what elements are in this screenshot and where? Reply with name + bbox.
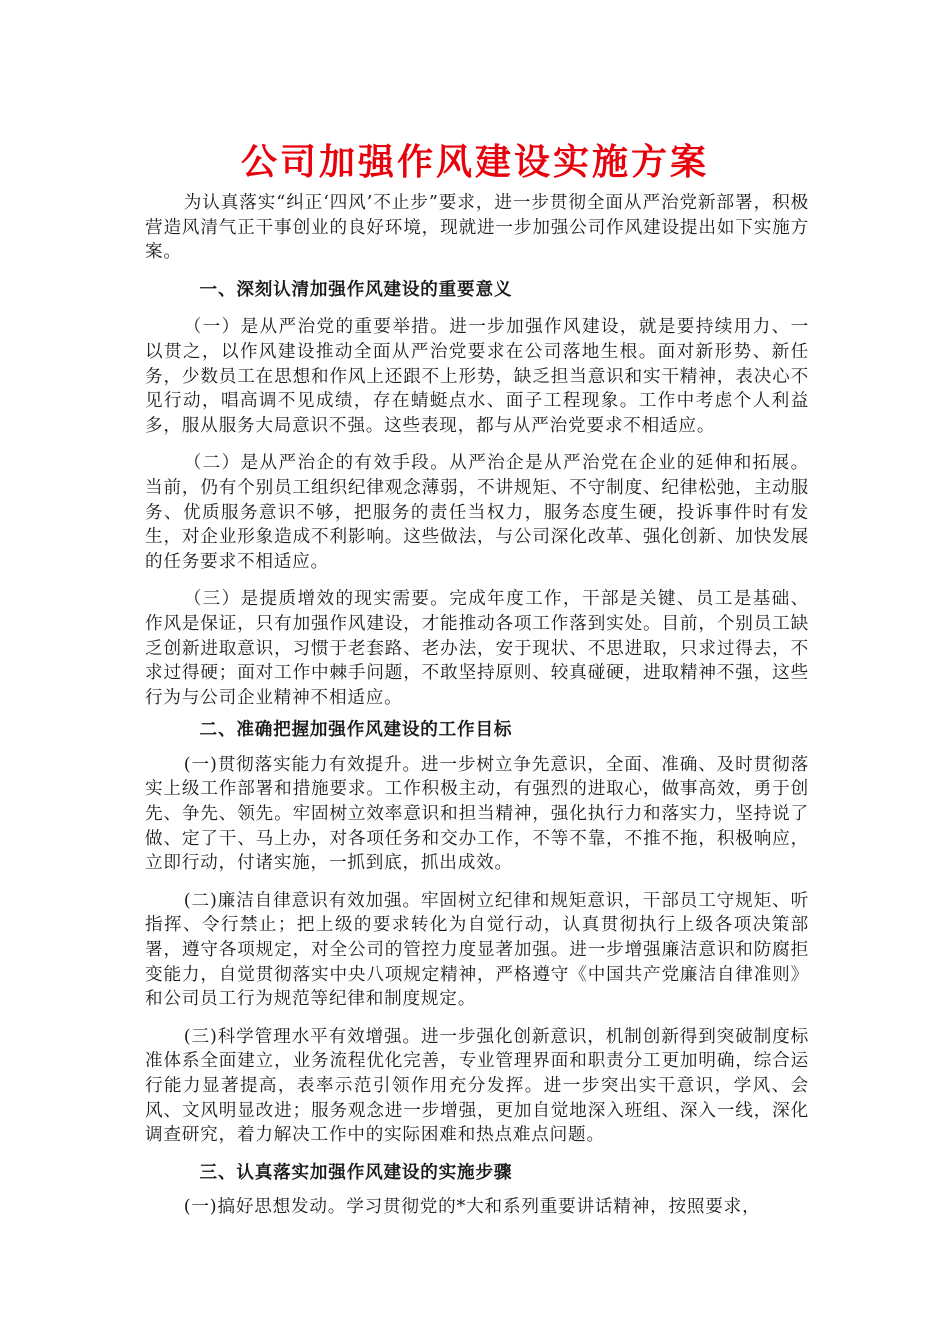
section-3-paragraph-1: (一)搞好思想发动。学习贯彻党的*大和系列重要讲话精神，按照要求， <box>183 1197 761 1218</box>
section-2-paragraph-2: (二)廉洁自律意识有效加强。牢固树立纪律和规矩意识，干部员工守规矩、听指挥、令行禁止；把上级的要求转化为自觉行动，认真贯彻执行上级各项决策部署，遵守各项规定，对全公司的管控力度显著加强。进一步增强廉洁意识和防腐拒变能力，自觉贯彻落实中央八项规定精神，严格遵守《中国共产党廉洁自律准则》和公司员工行为规范等纪律和制度规定。 <box>145 890 809 1010</box>
section-2-paragraph-3: (三)科学管理水平有效增强。进一步强化创新意识，机制创新得到突破制度标准体系全面建立，业务流程优化完善，专业管理界面和职责分工更加明确，综合运行能力显著提高，表率示范引领作用充分发挥。进一步突出实干意识，学风、会风、文风明显改进；服务观念进一步增强，更加自觉地深入班组、深入一线，深化调查研究，着力解决工作中的实际困难和热点难点问题。 <box>145 1026 809 1146</box>
intro-paragraph: 为认真落实“纠正‘四风’不止步”要求，进一步贯彻全面从严治党新部署，积极营造风清气正干事创业的良好环境，现就进一步加强公司作风建设提出如下实施方案。 <box>145 193 809 263</box>
section-1-paragraph-1: （一）是从严治党的重要举措。进一步加强作风建设，就是要持续用力、一以贯之，以作风建设推动全面从严治党要求在公司落地生根。面对新形势、新任务，少数员工在思想和作风上还跟不上形势，缺乏担当意识和实干精神，表决心不见行动，唱高调不见成绩，存在蜻蜓点水、面子工程现象。工作中考虑个人利益多，服从服务大局意识不强。这些表现，都与从严治党要求不相适应。 <box>145 317 809 436</box>
section-1-heading: 一、深刻认清加强作风建设的重要意义 <box>199 278 513 300</box>
section-2-paragraph-1: (一)贯彻落实能力有效提升。进一步树立争先意识，全面、准确、及时贯彻落实上级工作部署和措施要求。工作积极主动，有强烈的进取心，做事高效，勇于创先、争先、领先。牢固树立效率意识和担当精神，强化执行力和落实力，坚持说了做、定了干、马上办，对各项任务和交办工作，不等不靠，不推不拖，积极响应，立即行动，付诸实施，一抓到底，抓出成效。 <box>145 754 809 874</box>
section-1-paragraph-2: （二）是从严治企的有效手段。从严治企是从严治党在企业的延伸和拓展。当前，仍有个别员工组织纪律观念薄弱，不讲规矩、不守制度、纪律松弛，主动服务、优质服务意识不够，把服务的责任当权力，服务态度生硬，投诉事件时有发生，对企业形象造成不利影响。这些做法，与公司深化改革、强化创新、加快发展的任务要求不相适应。 <box>145 453 809 572</box>
section-2-heading: 二、准确把握加强作风建设的工作目标 <box>199 719 513 741</box>
document-body <box>145 191 809 1220</box>
section-3-heading: 三、认真落实加强作风建设的实施步骤 <box>199 1161 513 1183</box>
document-title: 公司加强作风建设实施方案 <box>240 141 709 183</box>
section-1-paragraph-3: （三）是提质增效的现实需要。完成年度工作，干部是关键、员工是基础、作风是保证，只有加强作风建设，才能推动各项工作落到实处。目前，个别员工缺乏创新进取意识，习惯于老套路、老办法，安于现状、不思进取，只求过得去，不求过得硬；面对工作中棘手问题，不敢坚持原则、较真碰硬，进取精神不强，这些行为与公司企业精神不相适应。 <box>145 589 809 708</box>
